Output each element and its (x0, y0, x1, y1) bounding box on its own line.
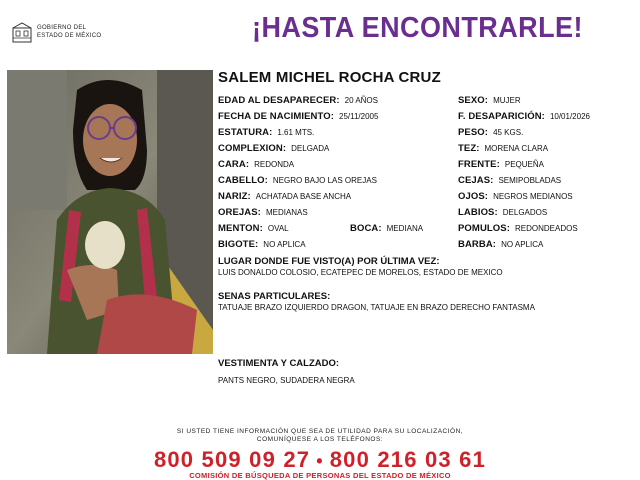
government-name (37, 24, 101, 40)
field-value: 10/01/2026 (549, 112, 590, 121)
field-value: PEQUEÑA (504, 160, 544, 169)
field-label: FRENTE: (458, 159, 500, 170)
field-value: 25/11/2005 (339, 112, 379, 121)
field-value: REDONDEADOS (515, 224, 578, 233)
field-value: MEDIANAS (265, 208, 308, 217)
field-chin (218, 223, 289, 234)
contact-note (0, 428, 640, 444)
field-build (218, 143, 329, 154)
field-birthdate (218, 111, 378, 122)
last-seen-value: LUIS DONALDO COLOSIO, ECATEPEC DE MORELOS, ESTADO DE MEXICO (218, 268, 503, 277)
gov-line-2: ESTADO DE MÉXICO (37, 33, 102, 39)
phone-separator: • (316, 451, 324, 471)
field-value: 45 KGS. (493, 128, 524, 137)
headline: ¡HASTA ENCONTRARLE! (252, 12, 583, 44)
field-value: SEMIPOBLADAS (498, 176, 562, 185)
field-cheekbones (458, 223, 578, 234)
field-complexion (458, 143, 548, 154)
field-label: OREJAS: (218, 207, 261, 218)
field-label: OJOS: (458, 191, 489, 202)
field-label: BIGOTE: (218, 239, 259, 250)
contact-note-line-2: COMUNÍQUESE A LOS TELÉFONOS: (256, 436, 384, 443)
field-label: F. DESAPARICIÓN: (458, 111, 545, 122)
field-value: DELGADA (291, 144, 330, 153)
field-label: PESO: (458, 127, 489, 138)
field-value: MORENA CLARA (484, 144, 549, 153)
field-label: CEJAS: (458, 175, 494, 186)
person-photo (7, 70, 213, 354)
field-label: SEXO: (458, 95, 489, 106)
field-weight (458, 127, 523, 138)
field-lips (458, 207, 547, 218)
field-value: MUJER (493, 96, 521, 105)
government-logo (10, 20, 120, 48)
field-height (218, 127, 314, 138)
phone-numbers (0, 447, 640, 473)
state-seal-icon (10, 22, 34, 44)
field-value: NO APLICA (501, 240, 544, 249)
field-value: NEGROS MEDIANOS (493, 192, 573, 201)
field-value: NO APLICA (263, 240, 306, 249)
field-value: REDONDA (254, 160, 295, 169)
field-value: MEDIANA (386, 224, 424, 233)
field-label: MENTON: (218, 223, 263, 234)
clothing-label: VESTIMENTA Y CALZADO: (218, 358, 340, 369)
phone-number-2[interactable]: 800 216 03 61 (329, 447, 487, 472)
field-eyes (458, 191, 573, 202)
field-value: ACHATADA BASE ANCHA (255, 192, 352, 201)
last-seen-label: LUGAR DONDE FUE VISTO(A) POR ÚLTIMA VEZ: (218, 256, 440, 267)
distinguishing-marks-label: SENAS PARTICULARES: (218, 291, 331, 302)
field-value: OVAL (267, 224, 289, 233)
clothing-value: PANTS NEGRO, SUDADERA NEGRA (218, 376, 355, 385)
phone-number-1[interactable]: 800 509 09 27 (153, 447, 311, 472)
field-beard (458, 239, 543, 250)
field-label: NARIZ: (218, 191, 251, 202)
field-sex (458, 95, 521, 106)
gov-line-1: GOBIERNO DEL (37, 25, 87, 31)
field-disappearance-date (458, 111, 590, 122)
field-ears (218, 207, 308, 218)
field-mouth (350, 223, 423, 234)
field-label: CABELLO: (218, 175, 268, 186)
commission-name: COMISIÓN DE BÚSQUEDA DE PERSONAS DEL ESTADO DE MÉXICO (189, 471, 451, 480)
field-value: 20 AÑOS (344, 96, 378, 105)
field-value: DELGADOS (502, 208, 548, 217)
contact-note-line-1: SI USTED TIENE INFORMACIÓN QUE SEA DE UTILIDAD PARA SU LOCALIZACIÓN, (176, 428, 464, 435)
field-label: TEZ: (458, 143, 480, 154)
field-label: BOCA: (350, 223, 382, 234)
field-label: EDAD AL DESAPARECER: (218, 95, 340, 106)
field-label: LABIOS: (458, 207, 498, 218)
distinguishing-marks-value: TATUAJE BRAZO IZQUIERDO DRAGON, TATUAJE EN BRAZO DERECHO FANTASMA (218, 303, 535, 312)
field-value: 1.61 MTS. (277, 128, 315, 137)
field-forehead (458, 159, 544, 170)
person-name: SALEM MICHEL ROCHA CRUZ (218, 69, 441, 86)
field-age (218, 95, 378, 106)
field-label: POMULOS: (458, 223, 510, 234)
field-face (218, 159, 294, 170)
field-label: CARA: (218, 159, 250, 170)
field-label: BARBA: (458, 239, 497, 250)
field-nose (218, 191, 351, 202)
field-label: ESTATURA: (218, 127, 273, 138)
field-eyebrows (458, 175, 561, 186)
field-label: COMPLEXION: (218, 143, 287, 154)
field-value: NEGRO BAJO LAS OREJAS (272, 176, 377, 185)
field-hair (218, 175, 377, 186)
field-label: FECHA DE NACIMIENTO: (218, 111, 334, 122)
field-mustache (218, 239, 306, 250)
